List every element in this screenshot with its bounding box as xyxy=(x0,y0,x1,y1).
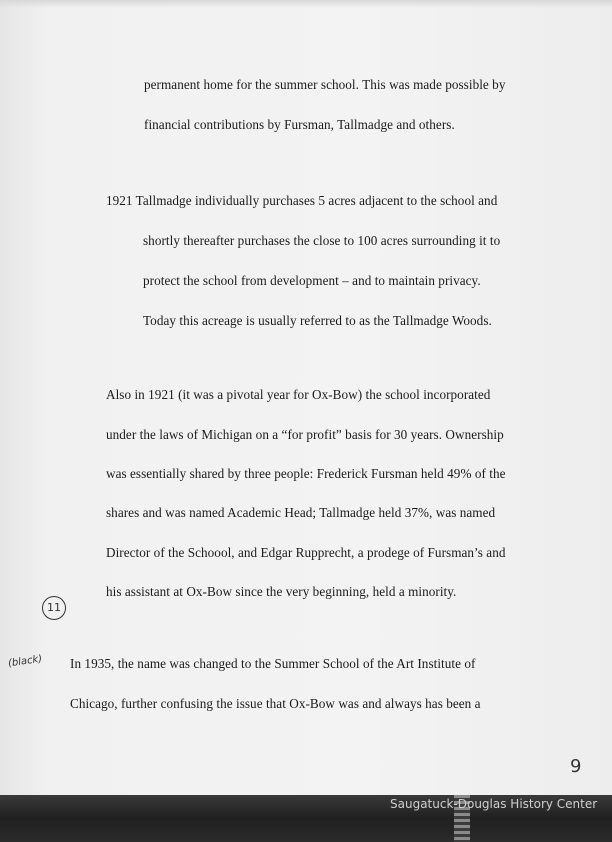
text-line: financial contributions by Fursman, Tallmadge and others. xyxy=(144,117,455,132)
text-line: Director of the Schoool, and Edgar Rupprecht, a prodege of Fursman’s and xyxy=(106,545,506,560)
text-line: under the laws of Michigan on a “for profit” basis for 30 years. Ownership xyxy=(106,427,504,442)
text-line: Also in 1921 (it was a pivotal year for Ox-Bow) the school incorporated xyxy=(106,387,491,402)
text-line: permanent home for the summer school. This was made possible by xyxy=(144,77,506,92)
handwritten-circled-number: 11 xyxy=(42,596,66,620)
handwritten-page-number: 9 xyxy=(570,756,582,777)
text-line: In 1935, the name was changed to the Summer School of the Art Institute of xyxy=(70,656,476,671)
handwritten-side-note: (black) xyxy=(7,653,43,670)
text-line: his assistant at Ox-Bow since the very beginning, held a minority. xyxy=(106,584,457,599)
watermark-text: Saugatuck-Douglas History Center xyxy=(390,797,598,811)
text-line: Chicago, further confusing the issue that Ox-Bow was and always has been a xyxy=(70,696,481,711)
text-line: was essentially shared by three people: Frederick Fursman held 49% of the xyxy=(106,466,506,481)
text-line: protect the school from development – and to maintain privacy. xyxy=(143,273,481,288)
text-line: shares and was named Academic Head; Tallmadge held 37%, was named xyxy=(106,505,496,520)
text-line: shortly thereafter purchases the close to 100 acres surrounding it to xyxy=(143,233,501,248)
text-line: 1921 Tallmadge individually purchases 5 acres adjacent to the school and xyxy=(106,193,498,208)
text-line: Today this acreage is usually referred to as the Tallmadge Woods. xyxy=(143,313,492,328)
